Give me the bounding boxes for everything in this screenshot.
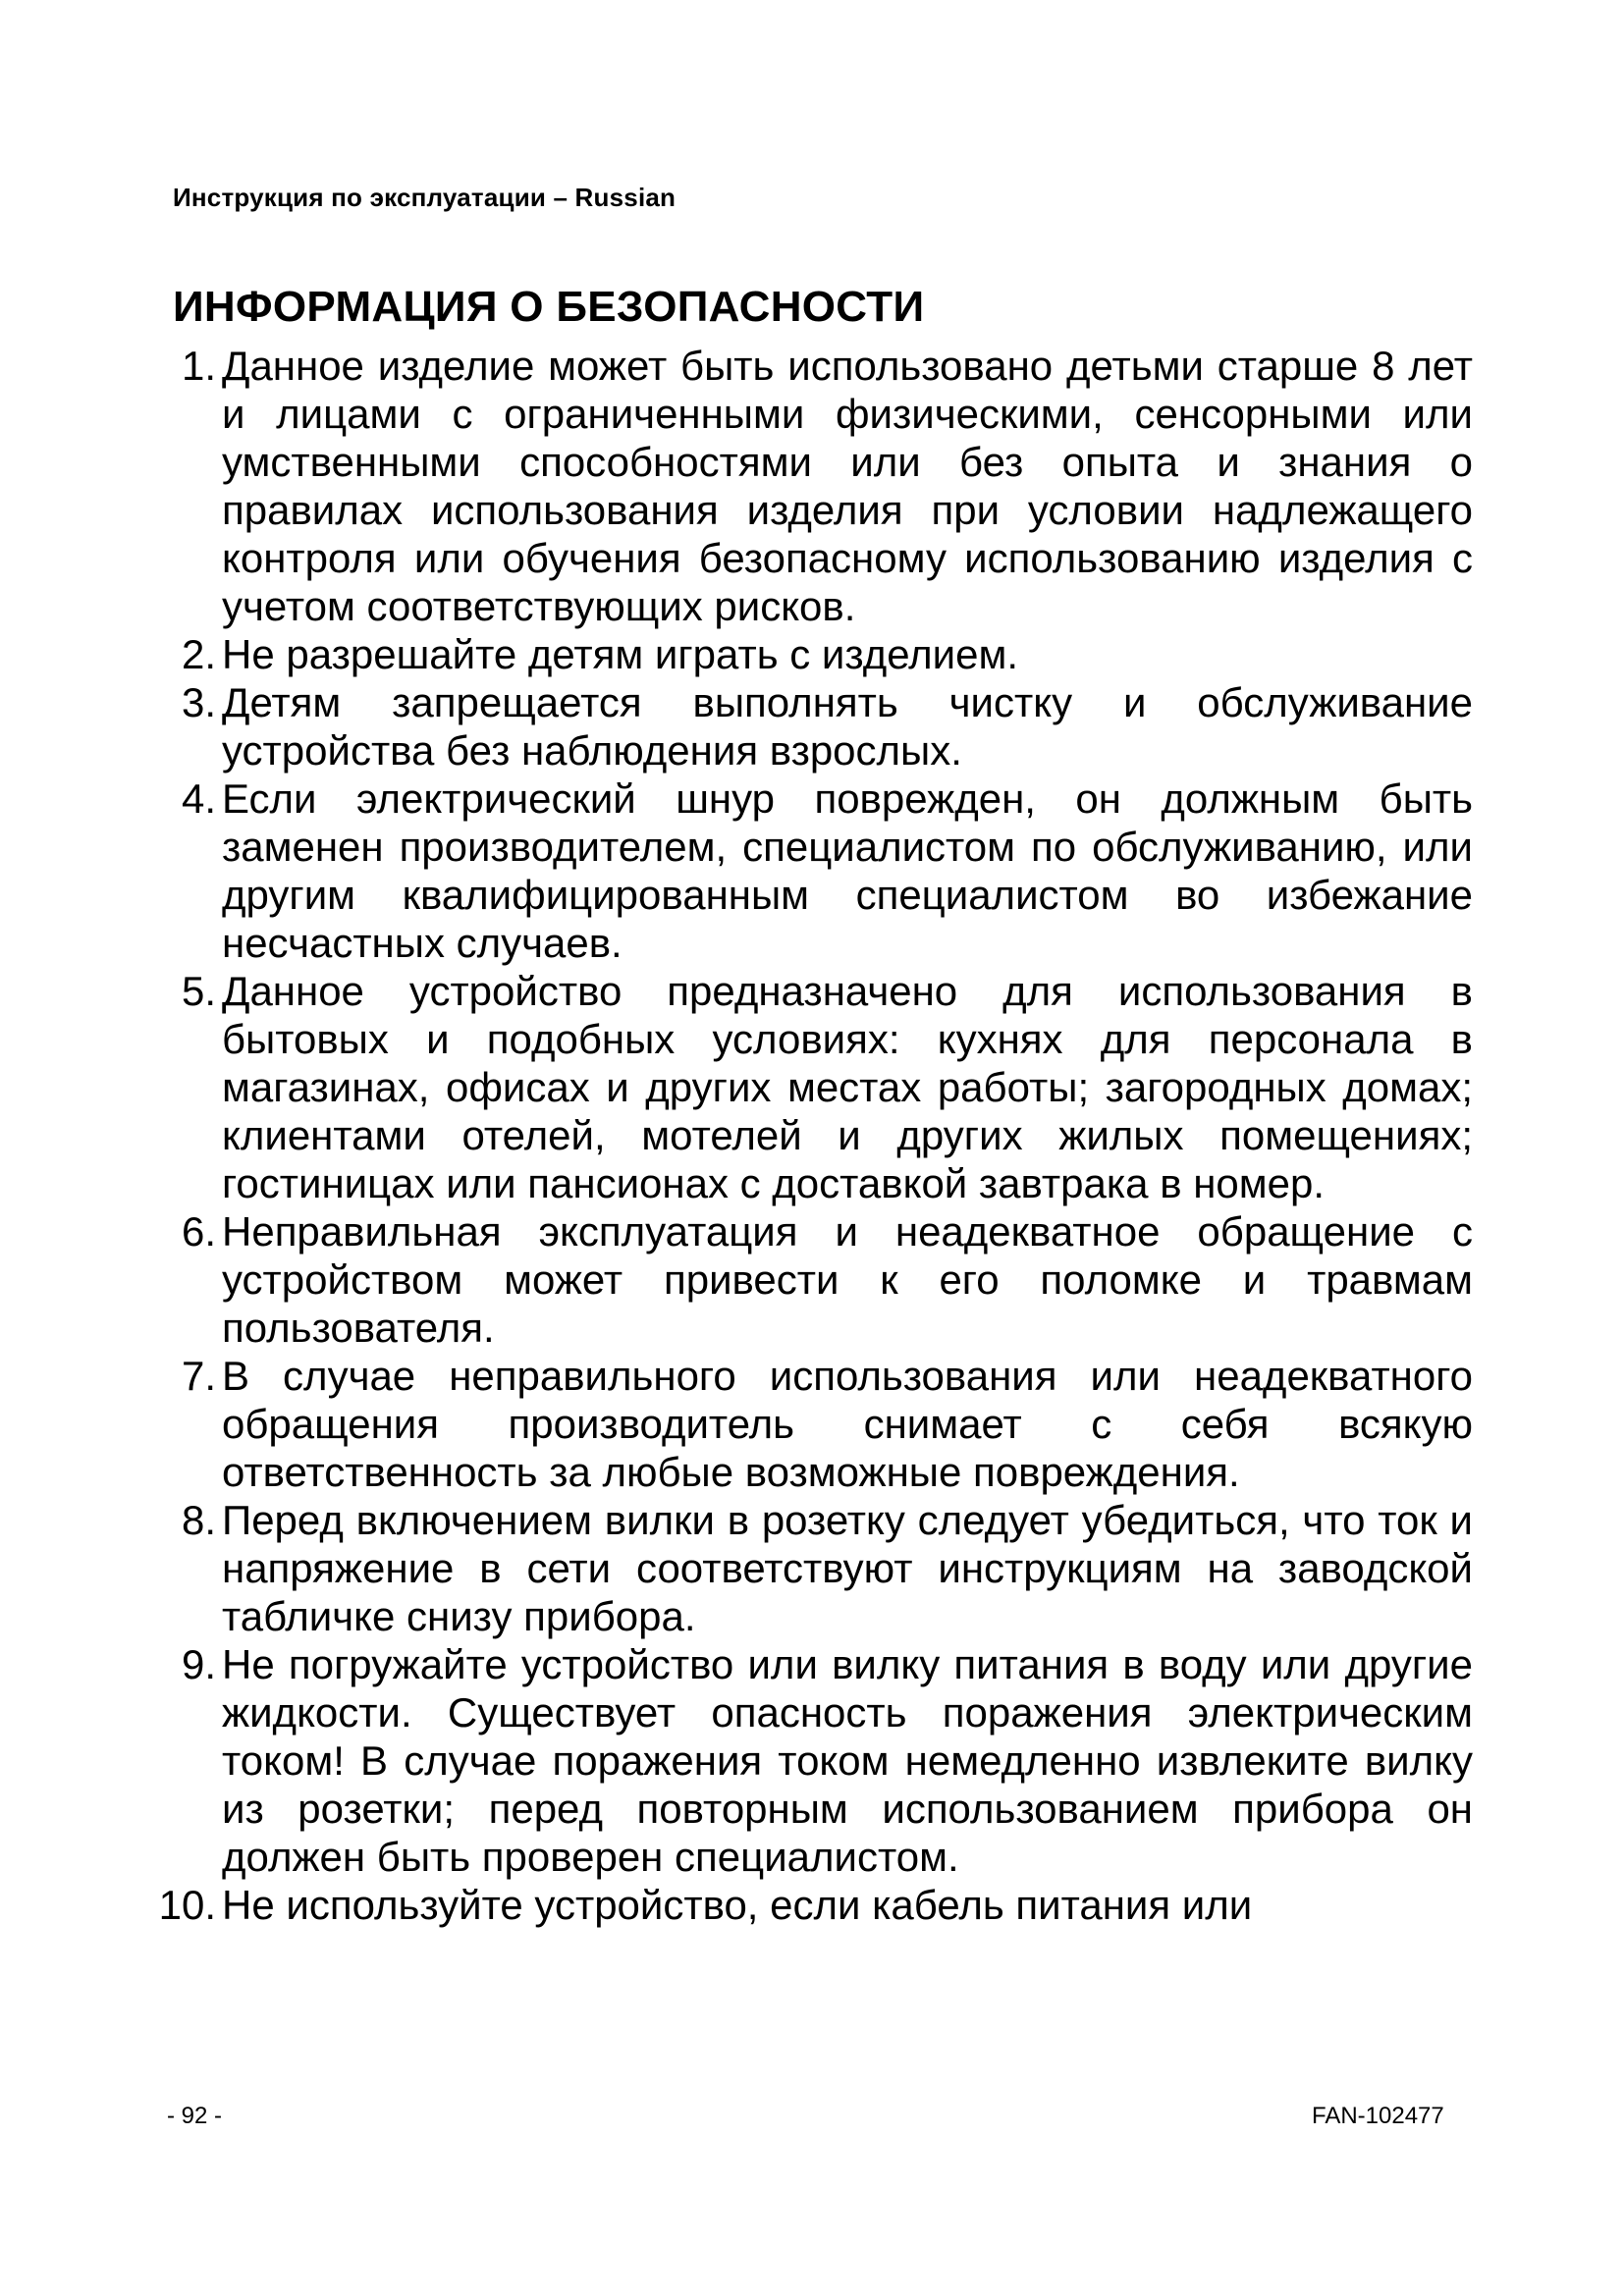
safety-item-5: [110, 967, 1485, 1207]
safety-item-7: [110, 1352, 1485, 1496]
safety-item-1: [110, 342, 1485, 630]
item-text: Перед включением вилки в розетку следует убедиться, что ток и напряжение в сети соответствуют инструкциям на заводской табличке снизу прибора.: [222, 1497, 1473, 1639]
safety-item-9: [110, 1640, 1485, 1881]
section-title: ИНФОРМАЦИЯ О БЕЗОПАСНОСТИ: [173, 283, 925, 331]
item-text: Если электрический шнур поврежден, он должным быть заменен производителем, специалистом по обслуживанию, или другим квалифицированным специалистом во избежание несчастных случаев.: [222, 775, 1473, 966]
item-text: В случае неправильного использования или неадекватного обращения производитель снимает с себя всякую ответственность за любые возможные повреждения.: [222, 1353, 1473, 1495]
safety-item-6: [110, 1207, 1485, 1352]
safety-item-2: [110, 630, 1485, 678]
item-number: 1.: [181, 343, 216, 389]
item-number: 3.: [181, 679, 216, 725]
item-text: Не погружайте устройство или вилку питания в воду или другие жидкости. Существует опасность поражения электрическим током! В случае поражения током немедленно извлеките вилку из розетки; перед повторным использованием прибора он должен быть проверен специалистом.: [222, 1641, 1473, 1880]
model-number: FAN-102477: [1312, 2103, 1444, 2129]
item-text: Данное изделие может быть использовано детьми старше 8 лет и лицами с ограниченными физическими, сенсорными или умственными способностями или без опыта и знания о правилах использования изделия при условии надлежащего контроля или обучения безопасному использованию изделия с учетом соответствующих рисков.: [222, 343, 1473, 629]
safety-item-8: [110, 1496, 1485, 1640]
safety-list: [110, 342, 1485, 1929]
item-number: 9.: [181, 1641, 216, 1687]
item-text: Неправильная эксплуатация и неадекватное обращение с устройством может привести к его поломке и травмам пользователя.: [222, 1208, 1473, 1351]
page-header: Инструкция по эксплуатации – Russian: [173, 183, 677, 212]
item-text: Не используйте устройство, если кабель питания или: [222, 1882, 1253, 1928]
item-number: 2.: [181, 631, 216, 677]
item-text: Не разрешайте детям играть с изделием.: [222, 631, 1019, 677]
item-text: Детям запрещается выполнять чистку и обслуживание устройства без наблюдения взрослых.: [222, 679, 1473, 774]
safety-item-4: [110, 774, 1485, 967]
item-number: 7.: [181, 1353, 216, 1399]
safety-item-10: [110, 1881, 1485, 1929]
safety-item-3: [110, 678, 1485, 774]
item-number: 4.: [181, 775, 216, 822]
item-number: 6.: [181, 1208, 216, 1255]
item-number: 8.: [181, 1497, 216, 1543]
item-text: Данное устройство предназначено для использования в бытовых и подобных условиях: кухнях для персонала в магазинах, офисах и других местах работы; загородных домах; клиентами отелей, мотелей и других жилых помещениях; гостиницах или пансионах с доставкой завтрака в номер.: [222, 968, 1473, 1206]
page-number: - 92 -: [167, 2103, 223, 2129]
item-number: 5.: [181, 968, 216, 1014]
item-number: 10.: [158, 1882, 216, 1928]
